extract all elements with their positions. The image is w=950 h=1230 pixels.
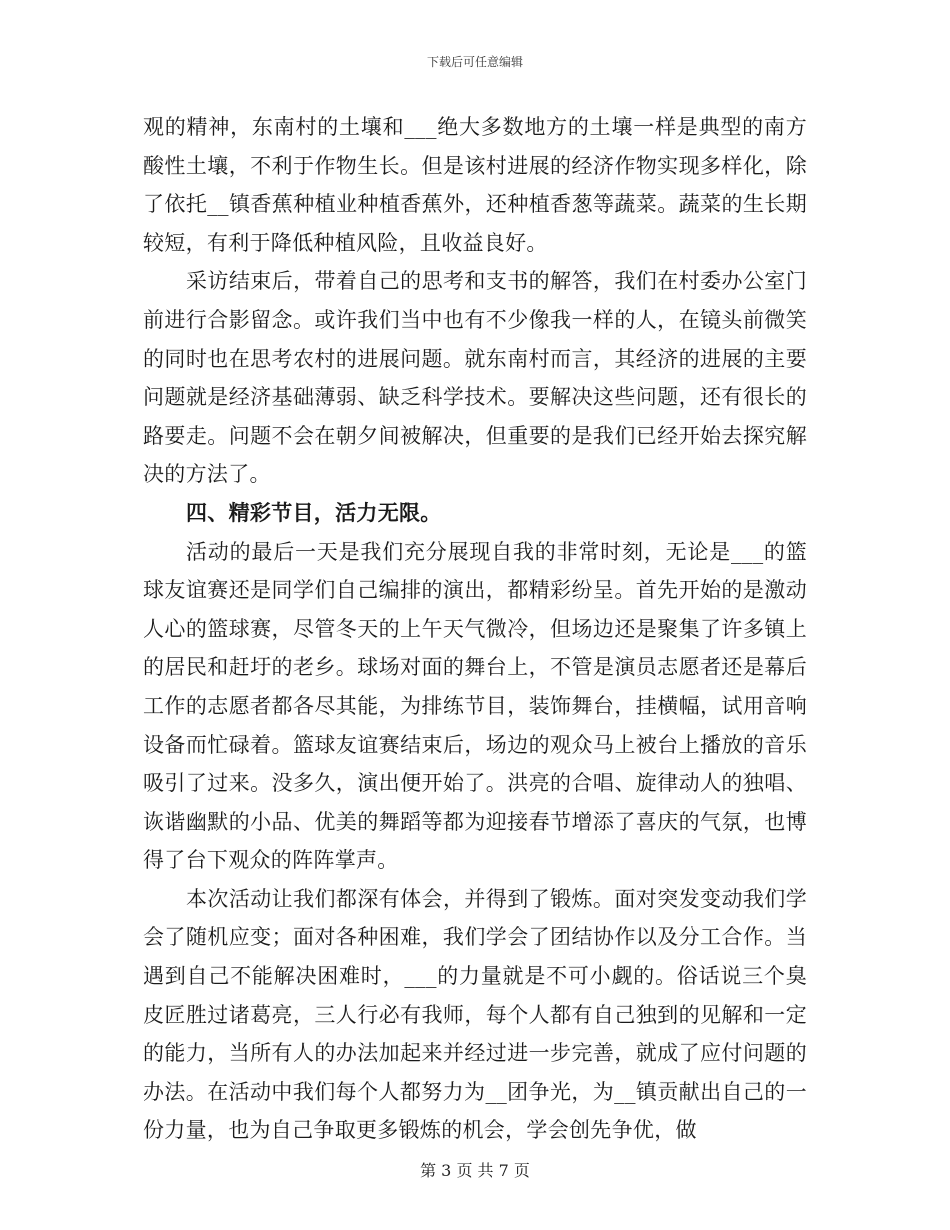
page-footer: 第 3 页 共 7 页 — [420, 1161, 530, 1180]
paragraph-final-day-activities: 活动的最后一天是我们充分展现自我的非常时刻，无论是___的篮球友谊赛还是同学们自己编排的演出，都精彩纷呈。首先开始的是激动人心的篮球赛，尽管冬天的上午天气微冷，但场边还是聚集了许多镇上的居民和赶圩的老乡。球场对面的舞台上，不管是演员志愿者还是幕后工作的志愿者都各尽其能，为排练节目，装饰舞台，挂横幅，试用音响设备而忙碌着。篮球友谊赛结束后，场边的观众马上被台上播放的音乐吸引了过来。没多久，演出便开始了。洪亮的合唱、旋律动人的独唱、诙谐幽默的小品、优美的舞蹈等都为迎接春节增添了喜庆的气氛，也博得了台下观众的阵阵掌声。 — [143, 539, 807, 873]
paragraph-soil-and-crops: 观的精神，东南村的土壤和___绝大多数地方的土壤一样是典型的南方酸性土壤，不利于作物生长。但是该村进展的经济作物实现多样化，除了依托__镇香蕉种植业种植香蕉外，还种植香葱等蔬菜。蔬菜的生长期较短，有利于降低种植风险，且收益良好。 — [143, 115, 807, 255]
paragraph-reflection: 本次活动让我们都深有体会，并得到了锻炼。面对突发变动我们学会了随机应变；面对各种困难，我们学会了团结协作以及分工合作。当遇到自己不能解决困难时，___的力量就是不可小觑的。俗话说三个臭皮匠胜过诸葛亮，三人行必有我师，每个人都有自己独到的见解和一定的能力，当所有人的办法加起来并经过进一步完善，就成了应付问题的办法。在活动中我们每个人都努力为__团争光，为__镇贡献出自己的一份力量，也为自己争取更多锻炼的机会，学会创先争优，做 — [143, 886, 807, 1143]
page-header: 下载后可任意编辑 — [426, 55, 523, 69]
paragraph-interview-ending: 采访结束后，带着自己的思考和支书的解答，我们在村委办公室门前进行合影留念。或许我们当中也有不少像我一样的人，在镜头前微笑的同时也在思考农村的进展问题。就东南村而言，其经济的进展的主要问题就是经济基础薄弱、缺乏科学技术。要解决这些问题，还有很长的路要走。问题不会在朝夕间被解决，但重要的是我们已经开始去探究解决的方法了。 — [143, 269, 807, 487]
section-heading-4: 四、精彩节目，活力无限。 — [186, 499, 442, 525]
document-body — [143, 108, 807, 1150]
